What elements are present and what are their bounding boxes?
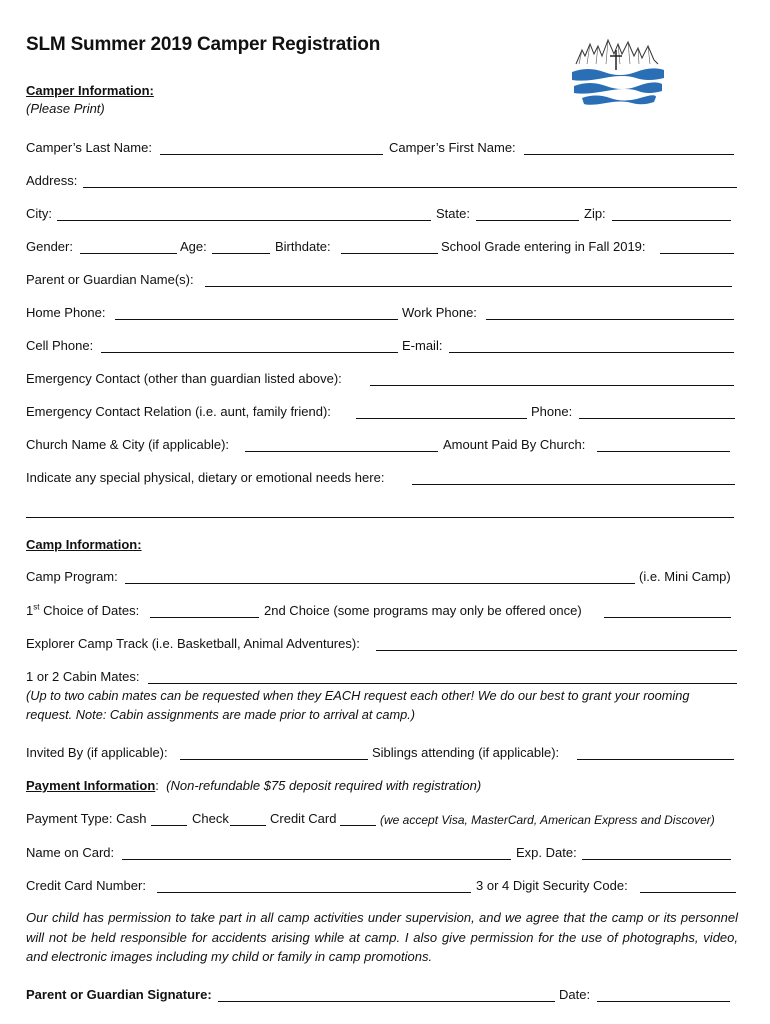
camp-program-example: (i.e. Mini Camp) — [639, 569, 731, 584]
camp-program-field[interactable] — [125, 583, 635, 584]
camper-info-heading: Camper Information: — [26, 83, 154, 98]
church-label: Church Name & City (if applicable): — [26, 437, 230, 452]
amount-paid-label: Amount Paid By Church: — [443, 437, 586, 452]
cabin-mates-field[interactable] — [148, 683, 737, 684]
birthdate-label: Birthdate: — [275, 239, 331, 254]
last-name-field[interactable] — [160, 154, 383, 155]
cabin-note-line-1: (Up to two cabin mates can be requested when they EACH request each other! We do our best to grant your rooming — [26, 688, 690, 703]
payment-heading-row: Payment Information: (Non-refundable $75 deposit required with registration) — [26, 778, 482, 793]
address-field[interactable] — [83, 187, 737, 188]
invited-by-field[interactable] — [180, 759, 368, 760]
emergency-relation-label: Emergency Contact Relation (i.e. aunt, family friend): — [26, 404, 331, 419]
deposit-note: (Non-refundable $75 deposit required with registration) — [166, 778, 482, 793]
permission-statement: Our child has permission to take part in all camp activities under supervision, and we agree that the camp or its personnel will not be held responsible for accidents arising while at camp. I also give permission for the use of photographs, video, and electronic images including my child or family in camp promotions. — [26, 910, 738, 964]
camp-logo-icon — [568, 36, 666, 108]
invited-by-label: Invited By (if applicable): — [26, 745, 168, 760]
emergency-relation-field[interactable] — [356, 418, 527, 419]
cabin-mates-label: 1 or 2 Cabin Mates: — [26, 669, 140, 684]
state-field[interactable] — [476, 220, 579, 221]
school-grade-field[interactable] — [660, 253, 734, 254]
signature-date-label: Date: — [559, 987, 591, 1002]
second-choice-label: 2nd Choice (some programs may only be offered once) — [264, 603, 582, 618]
payment-type-label: Payment Type: Cash — [26, 811, 147, 826]
city-label: City: — [26, 206, 52, 221]
special-needs-label: Indicate any special physical, dietary or emotional needs here: — [26, 470, 385, 485]
explorer-track-field[interactable] — [376, 650, 737, 651]
security-code-label: 3 or 4 Digit Security Code: — [476, 878, 628, 893]
age-field[interactable] — [212, 253, 270, 254]
check-label: Check — [192, 811, 229, 826]
explorer-track-label: Explorer Camp Track (i.e. Basketball, Animal Adventures): — [26, 636, 360, 651]
cc-number-field[interactable] — [157, 892, 471, 893]
signature-field[interactable] — [218, 1001, 555, 1002]
home-phone-label: Home Phone: — [26, 305, 106, 320]
signature-label: Parent or Guardian Signature: — [26, 987, 212, 1002]
city-field[interactable] — [57, 220, 431, 221]
camp-program-label: Camp Program: — [26, 569, 118, 584]
parent-names-field[interactable] — [205, 286, 732, 287]
age-label: Age: — [180, 239, 207, 254]
amount-paid-field[interactable] — [597, 451, 730, 452]
cell-phone-field[interactable] — [101, 352, 398, 353]
emergency-contact-label: Emergency Contact (other than guardian listed above): — [26, 371, 342, 386]
cc-number-label: Credit Card Number: — [26, 878, 146, 893]
church-field[interactable] — [245, 451, 438, 452]
zip-label: Zip: — [584, 206, 606, 221]
emergency-contact-field[interactable] — [370, 385, 734, 386]
payment-info-heading: Payment Information — [26, 778, 156, 793]
special-needs-field-line-2[interactable] — [26, 517, 734, 518]
work-phone-label: Work Phone: — [402, 305, 477, 320]
emergency-phone-label: Phone: — [531, 404, 573, 419]
siblings-field[interactable] — [577, 759, 734, 760]
zip-field[interactable] — [612, 220, 731, 221]
email-label: E-mail: — [402, 338, 443, 353]
credit-card-label: Credit Card — [270, 811, 337, 826]
school-grade-label: School Grade entering in Fall 2019: — [441, 239, 646, 254]
signature-date-field[interactable] — [597, 1001, 730, 1002]
first-name-field[interactable] — [524, 154, 734, 155]
birthdate-field[interactable] — [341, 253, 438, 254]
work-phone-field[interactable] — [486, 319, 734, 320]
email-field[interactable] — [449, 352, 734, 353]
page-title: SLM Summer 2019 Camper Registration — [26, 34, 381, 55]
address-label: Address: — [26, 173, 78, 188]
emergency-phone-field[interactable] — [579, 418, 735, 419]
cell-phone-label: Cell Phone: — [26, 338, 94, 353]
cabin-note-line-2: request. Note: Cabin assignments are made prior to arrival at camp.) — [26, 707, 416, 722]
exp-date-field[interactable] — [582, 859, 731, 860]
first-choice-field[interactable] — [150, 617, 259, 618]
siblings-label: Siblings attending (if applicable): — [372, 745, 560, 760]
gender-field[interactable] — [80, 253, 177, 254]
cash-field[interactable] — [151, 825, 187, 826]
last-name-label: Camper’s Last Name: — [26, 140, 152, 155]
first-name-label: Camper’s First Name: — [389, 140, 516, 155]
check-field[interactable] — [230, 825, 266, 826]
state-label: State: — [436, 206, 470, 221]
exp-date-label: Exp. Date: — [516, 845, 577, 860]
special-needs-field[interactable] — [412, 484, 735, 485]
name-on-card-field[interactable] — [122, 859, 511, 860]
first-choice-label: 1st Choice of Dates: — [26, 602, 140, 618]
home-phone-field[interactable] — [115, 319, 398, 320]
please-print-note: (Please Print) — [26, 101, 105, 116]
camp-info-heading: Camp Information: — [26, 537, 142, 552]
credit-card-field[interactable] — [340, 825, 376, 826]
cards-accepted-note: (we accept Visa, MasterCard, American Express and Discover) — [380, 813, 715, 827]
gender-label: Gender: — [26, 239, 73, 254]
parent-names-label: Parent or Guardian Name(s): — [26, 272, 194, 287]
security-code-field[interactable] — [640, 892, 736, 893]
name-on-card-label: Name on Card: — [26, 845, 115, 860]
second-choice-field[interactable] — [604, 617, 731, 618]
